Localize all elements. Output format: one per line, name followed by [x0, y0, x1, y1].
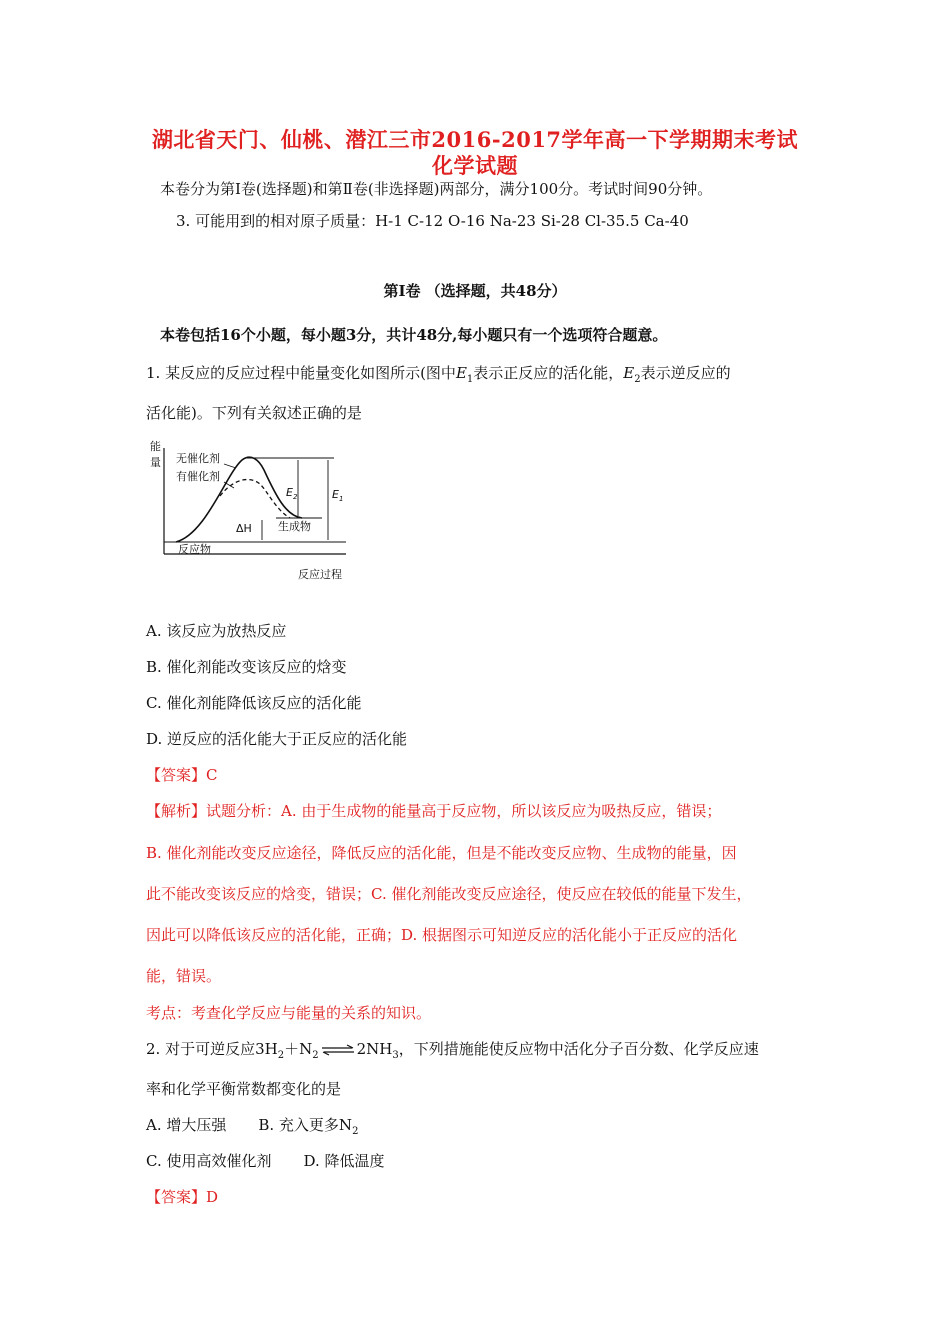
q2-answer: 【答案】D	[146, 1188, 219, 1206]
delta-h-label: ΔH	[236, 522, 252, 535]
section-note: 本卷包括16个小题，每小题3分，共计48分,每小题只有一个选项符合题意。	[160, 326, 668, 344]
q1-option-d: D. 逆反应的活化能大于正反应的活化能	[146, 730, 408, 748]
no-catalyst-label: 无催化剂	[176, 452, 220, 465]
energy-diagram	[146, 434, 360, 584]
product-label: 生成物	[278, 520, 311, 533]
no-catalyst-pointer	[224, 464, 236, 468]
q1-analysis-line4: 因此可以降低该反应的活化能，正确；D. 根据图示可知逆反应的活化能小于正反应的活化	[146, 926, 738, 944]
q1-analysis-line5: 能，错误。	[146, 967, 222, 985]
q2-option-b: B. 充入更多$N_2$	[258, 1116, 359, 1137]
q2-options-row2	[146, 1150, 385, 1171]
q1-option-a: A. 该反应为放热反应	[146, 622, 287, 640]
e2-label: $E_2$	[286, 486, 298, 501]
equilibrium-arrow-icon	[321, 1044, 355, 1056]
q1-analysis-line3: 此不能改变该反应的焓变，错误；C. 催化剂能改变反应途径，使反应在较低的能量下发生，	[146, 885, 752, 903]
x-axis-label: 反应过程	[298, 568, 342, 581]
q2-stem-line1: 2. 对于可逆反应$3H_2+N_2$ $2NH_3$，下列措施能使反应物中活化分子百分数、化学反应速	[146, 1040, 759, 1061]
reactant-label: 反应物	[178, 543, 211, 556]
q1-option-b: B. 催化剂能改变该反应的焓变	[146, 658, 347, 676]
q2-option-a: A. 增大压强	[146, 1116, 227, 1134]
q1-stem-line1: 1. 某反应的反应过程中能量变化如图所示(图中$E_1$表示正反应的活化能，$E_2$表示逆反应的	[146, 364, 731, 385]
atomic-masses: 3. 可能用到的相对原子质量：H-1 C-12 O-16 Na-23 Si-28 Cl-35.5 Ca-40	[176, 212, 689, 230]
exam-title: 湖北省天门、仙桃、潜江三市2016-2017学年高一下学期期末考试	[151, 127, 799, 152]
q2-option-d: D. 降低温度	[303, 1152, 385, 1170]
with-catalyst-label: 有催化剂	[176, 470, 220, 483]
q1-stem-line2: 活化能)。下列有关叙述正确的是	[146, 404, 362, 422]
y-label-1: 能	[150, 440, 161, 453]
q1-answer: 【答案】C	[146, 766, 218, 784]
q2-stem-line2: 率和化学平衡常数都变化的是	[146, 1080, 342, 1098]
intro-text: 本卷分为第Ⅰ卷(选择题)和第Ⅱ卷(非选择题)两部分，满分100分。考试时间90分钟。	[160, 180, 713, 198]
q2-options-row1	[146, 1114, 358, 1137]
q1-option-c: C. 催化剂能降低该反应的活化能	[146, 694, 362, 712]
e1-label: $E_1$	[332, 488, 344, 503]
q2-option-c: C. 使用高效催化剂	[146, 1152, 272, 1170]
exam-subtitle: 化学试题	[432, 153, 518, 178]
q1-analysis-line2: B. 催化剂能改变反应途径，降低反应的活化能，但是不能改变反应物、生成物的能量，因	[146, 844, 737, 862]
y-label-2: 量	[150, 456, 161, 469]
q1-knowledge-point: 考点：考查化学反应与能量的关系的知识。	[146, 1004, 432, 1022]
section-heading: 第Ⅰ卷 （选择题，共48分）	[383, 282, 567, 300]
q1-analysis-line1: 【解析】试题分析：A. 由于生成物的能量高于反应物，所以该反应为吸热反应，错误；	[146, 802, 722, 820]
